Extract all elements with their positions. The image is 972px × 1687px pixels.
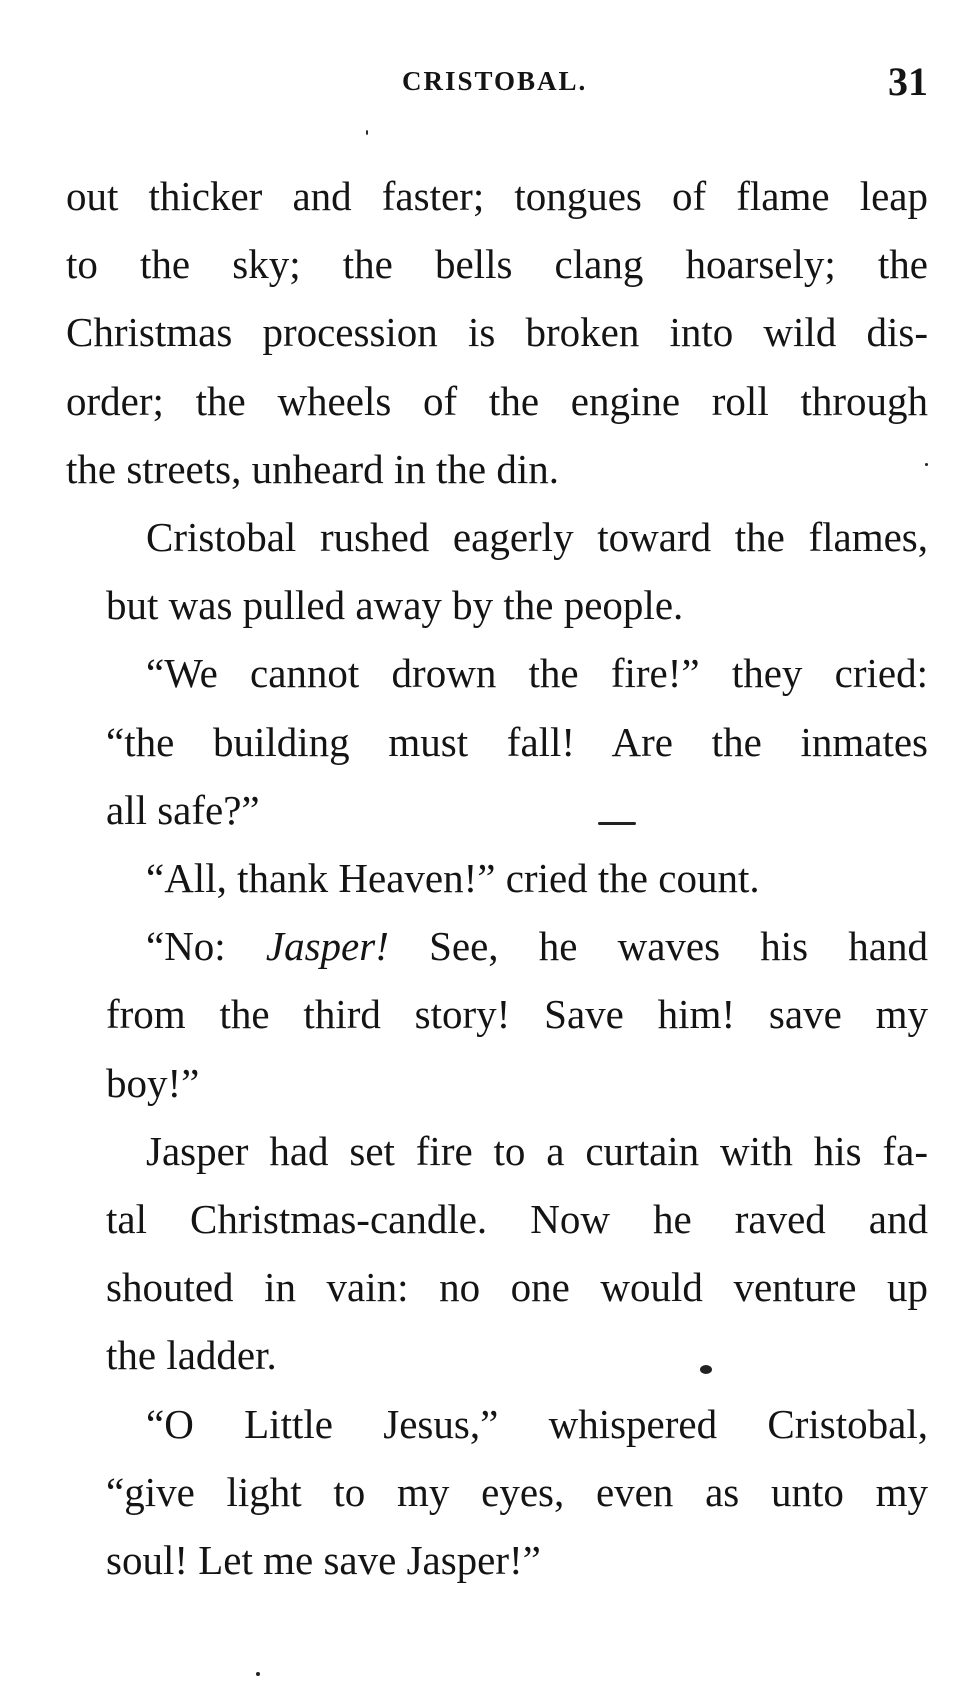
ink-speck xyxy=(256,1672,260,1676)
text-line: boy!” xyxy=(106,1059,200,1106)
text-line: the ladder. xyxy=(106,1332,277,1379)
text-line: “We cannot drown the fire!” they cried: xyxy=(146,650,928,697)
text-line: all safe?” xyxy=(106,786,260,833)
text-line xyxy=(66,912,928,980)
text-line: Jasper had set fire to a curtain with his fa- xyxy=(146,1127,928,1174)
running-title: CRISTOBAL. xyxy=(402,66,588,96)
text-line: “the building must fall! Are the inmates xyxy=(106,718,928,765)
ink-speck xyxy=(366,130,368,135)
ink-speck xyxy=(925,463,928,466)
ink-speck xyxy=(598,822,636,825)
text-line: “give light to my eyes, even as unto my xyxy=(106,1468,928,1515)
body-text xyxy=(66,162,928,1594)
page-number: 31 xyxy=(888,59,928,104)
running-head xyxy=(66,58,936,108)
text-line: shouted in vain: no one would venture up xyxy=(106,1264,928,1311)
paragraph-5 xyxy=(66,912,928,1117)
paragraph-3 xyxy=(66,639,928,844)
text-line: out thicker and faster; tongues of flame leap xyxy=(66,173,928,219)
text-line: order; the wheels of the engine roll through xyxy=(66,377,928,424)
text-line: Cristobal rushed eagerly toward the flames, xyxy=(146,514,928,561)
paragraph-1 xyxy=(66,162,928,503)
text-line: tal Christmas-candle. Now he raved and xyxy=(106,1196,928,1243)
text-line: from the third story! Save him! save my xyxy=(106,991,928,1038)
text-line: “All, thank Heaven!” cried the count. xyxy=(146,855,760,902)
paragraph-6 xyxy=(66,1117,928,1390)
quote-open: “No: xyxy=(146,923,266,970)
text-line: soul! Let me save Jasper!” xyxy=(106,1537,541,1584)
text-line: to the sky; the bells clang hoarsely; the xyxy=(66,241,928,288)
text-line: “O Little Jesus,” whispered Cristobal, xyxy=(146,1400,928,1447)
text-line: the streets, unheard in the din. xyxy=(66,445,560,492)
ink-speck xyxy=(700,1365,712,1374)
text-line: but was pulled away by the people. xyxy=(106,582,684,629)
paragraph-7 xyxy=(66,1390,928,1595)
paragraph-4 xyxy=(66,844,928,912)
italic-name: Jasper! xyxy=(265,923,389,970)
text-segment: See, he waves his hand xyxy=(388,923,929,970)
text-line: Christmas procession is broken into wild dis- xyxy=(66,309,928,356)
paragraph-2 xyxy=(66,503,928,639)
